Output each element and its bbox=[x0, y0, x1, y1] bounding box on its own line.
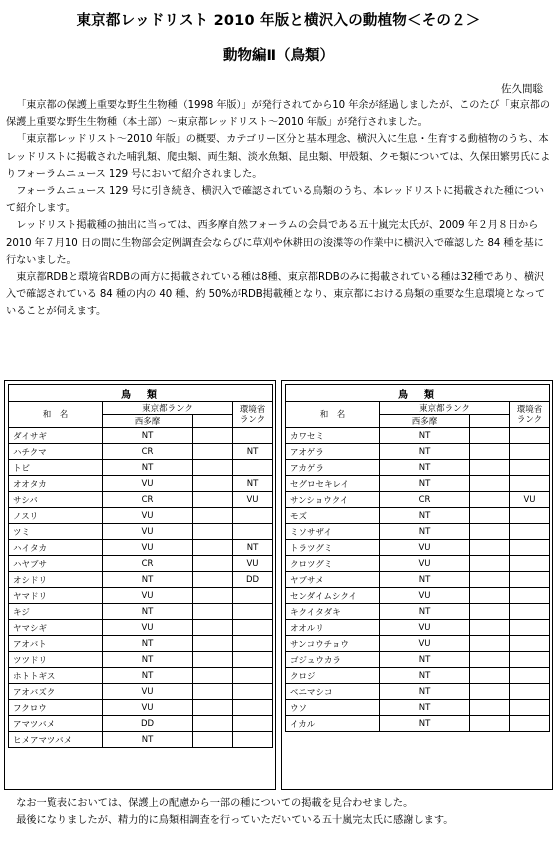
table-row bbox=[9, 476, 273, 492]
table-row bbox=[286, 716, 550, 732]
tokyo-rank-extra-cell bbox=[193, 492, 233, 508]
env-rank-cell bbox=[233, 668, 273, 684]
paragraph: 「東京都の保護上重要な野生生物種（1998 年版）」が発行されてから10 年余が経過しましたが、このたび「東京都の保護上重要な野生生物種（本土部）～東京都レッドリスト～2010 年版」が発行されました。 bbox=[6, 100, 550, 129]
tokyo-rank-cell: VU bbox=[103, 700, 193, 716]
tokyo-rank-cell: VU bbox=[380, 588, 470, 604]
tokyo-rank-cell: NT bbox=[103, 636, 193, 652]
env-rank-cell bbox=[233, 636, 273, 652]
tokyo-rank-cell: NT bbox=[380, 460, 470, 476]
table-row bbox=[9, 492, 273, 508]
species-name: サンショウクイ bbox=[286, 492, 380, 508]
species-name: キクイタダキ bbox=[286, 604, 380, 620]
species-name: アオバト bbox=[9, 636, 103, 652]
species-name: アカゲラ bbox=[286, 460, 380, 476]
species-name: オオタカ bbox=[9, 476, 103, 492]
species-name: トラツグミ bbox=[286, 540, 380, 556]
page-title: 東京都レッドリスト 2010 年版と横沢入の動植物＜その２＞ bbox=[76, 13, 481, 29]
species-name: アオゲラ bbox=[286, 444, 380, 460]
env-rank-cell: DD bbox=[233, 572, 273, 588]
species-name: セグロセキレイ bbox=[286, 476, 380, 492]
env-rank-cell bbox=[510, 460, 550, 476]
table-row bbox=[286, 684, 550, 700]
tokyo-rank-extra-cell bbox=[193, 460, 233, 476]
tokyo-rank-extra-cell bbox=[470, 716, 510, 732]
tokyo-rank-extra-cell bbox=[470, 684, 510, 700]
tokyo-rank-cell: DD bbox=[103, 716, 193, 732]
tokyo-rank-cell: NT bbox=[103, 460, 193, 476]
tokyo-rank-cell: NT bbox=[380, 428, 470, 444]
tokyo-rank-cell: NT bbox=[103, 652, 193, 668]
species-name: ヤマシギ bbox=[9, 620, 103, 636]
tokyo-rank-cell: NT bbox=[103, 668, 193, 684]
env-rank-cell bbox=[510, 716, 550, 732]
tokyo-rank-cell: VU bbox=[380, 620, 470, 636]
table-row bbox=[286, 524, 550, 540]
species-name: オオルリ bbox=[286, 620, 380, 636]
tokyo-rank-extra-cell bbox=[470, 540, 510, 556]
table-row bbox=[286, 476, 550, 492]
env-rank-cell bbox=[510, 588, 550, 604]
tokyo-rank-cell: NT bbox=[380, 684, 470, 700]
table-row bbox=[9, 716, 273, 732]
env-rank-cell bbox=[510, 652, 550, 668]
tokyo-rank-cell: CR bbox=[103, 556, 193, 572]
tokyo-rank-extra-cell bbox=[470, 588, 510, 604]
env-rank-cell: VU bbox=[233, 492, 273, 508]
species-name: サシバ bbox=[9, 492, 103, 508]
table-group-header: 鳥 類 bbox=[286, 385, 550, 402]
paragraph: 「東京都レッドリスト～2010 年版」の概要、カテゴリー区分と基本理念、横沢入に生息・生育する動植物のうち、本レッドリストに掲載された哺乳類、爬虫類、両生類、淡水魚類、昆虫類、甲殻類、クモ類については、久保田繁男氏によりフォーラムニュース 129 号において紹介されました。 bbox=[6, 134, 551, 180]
env-rank-cell bbox=[510, 604, 550, 620]
col-header-region: 西多摩 bbox=[380, 415, 470, 428]
env-rank-cell: VU bbox=[233, 556, 273, 572]
tokyo-rank-extra-cell bbox=[470, 508, 510, 524]
tokyo-rank-extra-cell bbox=[193, 524, 233, 540]
species-name: モズ bbox=[286, 508, 380, 524]
env-rank-cell bbox=[233, 716, 273, 732]
env-rank-cell bbox=[510, 428, 550, 444]
tokyo-rank-extra-cell bbox=[470, 636, 510, 652]
tokyo-rank-cell: NT bbox=[380, 700, 470, 716]
env-rank-cell bbox=[510, 620, 550, 636]
col-header-name: 和 名 bbox=[286, 402, 380, 428]
env-rank-cell bbox=[233, 620, 273, 636]
article-body bbox=[6, 97, 551, 321]
tokyo-rank-cell: NT bbox=[380, 524, 470, 540]
tokyo-rank-extra-cell bbox=[193, 620, 233, 636]
tokyo-rank-cell: VU bbox=[103, 476, 193, 492]
tokyo-rank-cell: VU bbox=[380, 636, 470, 652]
table-row bbox=[9, 620, 273, 636]
species-name: ヤブサメ bbox=[286, 572, 380, 588]
tokyo-rank-extra-cell bbox=[193, 636, 233, 652]
paragraph: 東京都RDBと環境省RDBの両方に掲載されている種は8種、東京都RDBのみに掲載されている種は32種であり、横沢入で確認されている 84 種の内の 40 種、約 50%がRDB掲載種となり、東京都における鳥類の重要な生息環境となっていることが伺えます。 bbox=[6, 272, 546, 318]
tokyo-rank-cell: VU bbox=[103, 524, 193, 540]
table-row bbox=[286, 540, 550, 556]
table-row bbox=[9, 652, 273, 668]
table-row bbox=[286, 668, 550, 684]
tokyo-rank-cell: NT bbox=[380, 476, 470, 492]
env-rank-cell: NT bbox=[233, 444, 273, 460]
table-row bbox=[9, 636, 273, 652]
species-name: ベニマシコ bbox=[286, 684, 380, 700]
tokyo-rank-extra-cell bbox=[193, 700, 233, 716]
tokyo-rank-cell: VU bbox=[103, 540, 193, 556]
species-name: ノスリ bbox=[9, 508, 103, 524]
species-name: ヤマドリ bbox=[9, 588, 103, 604]
tokyo-rank-extra-cell bbox=[193, 684, 233, 700]
tokyo-rank-extra-cell bbox=[193, 668, 233, 684]
tokyo-rank-extra-cell bbox=[193, 508, 233, 524]
env-rank-cell bbox=[233, 700, 273, 716]
tokyo-rank-extra-cell bbox=[193, 588, 233, 604]
tokyo-rank-extra-cell bbox=[470, 524, 510, 540]
species-name: ダイサギ bbox=[9, 428, 103, 444]
footer-note: 最後になりましたが、精力的に鳥類相調査を行っていただいている五十嵐完太氏に感謝します。 bbox=[16, 815, 454, 826]
table-row bbox=[9, 604, 273, 620]
species-name: ヒメアマツバメ bbox=[9, 732, 103, 748]
footer-note: なお一覧表においては、保護上の配慮から一部の種についての掲載を見合わせました。 bbox=[16, 798, 414, 809]
species-name: ハチクマ bbox=[9, 444, 103, 460]
tokyo-rank-extra-cell bbox=[470, 492, 510, 508]
col-header-name: 和 名 bbox=[9, 402, 103, 428]
tokyo-rank-extra-cell bbox=[470, 652, 510, 668]
footer-notes bbox=[6, 795, 551, 829]
species-name: ウソ bbox=[286, 700, 380, 716]
table-row bbox=[9, 508, 273, 524]
env-rank-cell bbox=[510, 572, 550, 588]
env-rank-cell bbox=[233, 524, 273, 540]
env-rank-cell: NT bbox=[233, 476, 273, 492]
paragraph: レッドリスト掲載種の抽出に当っては、西多摩自然フォーラムの会員である五十嵐完太氏が、2009 年２月８日から2010 年７月10 日の間に生物部会定例調査会ならびに草刈や休耕田の浚渫等の作業中に横沢入で確認した 84 種を基に行ないました。 bbox=[6, 220, 544, 266]
table-row bbox=[9, 700, 273, 716]
tokyo-rank-extra-cell bbox=[470, 668, 510, 684]
table-row bbox=[9, 684, 273, 700]
tokyo-rank-extra-cell bbox=[470, 476, 510, 492]
tokyo-rank-extra-cell bbox=[193, 732, 233, 748]
env-rank-cell bbox=[233, 684, 273, 700]
tokyo-rank-extra-cell bbox=[193, 652, 233, 668]
tokyo-rank-extra-cell bbox=[470, 460, 510, 476]
species-name: サンコウチョウ bbox=[286, 636, 380, 652]
tokyo-rank-cell: NT bbox=[380, 508, 470, 524]
page-subtitle: 動物編Ⅱ（鳥類） bbox=[222, 48, 335, 64]
table-row bbox=[9, 572, 273, 588]
env-rank-cell bbox=[510, 476, 550, 492]
table-row bbox=[286, 444, 550, 460]
table-body-right bbox=[286, 428, 550, 732]
species-name: ミソサザイ bbox=[286, 524, 380, 540]
col-header-tokyo-rank: 東京都ランク bbox=[103, 402, 233, 415]
col-header-env-rank: 環境省ランク bbox=[510, 402, 550, 428]
tokyo-rank-extra-cell bbox=[193, 556, 233, 572]
bird-table-right bbox=[285, 384, 550, 732]
env-rank-cell bbox=[510, 540, 550, 556]
tokyo-rank-cell: NT bbox=[103, 572, 193, 588]
tokyo-rank-extra-cell bbox=[193, 604, 233, 620]
species-name: オシドリ bbox=[9, 572, 103, 588]
table-row bbox=[9, 540, 273, 556]
env-rank-cell bbox=[233, 652, 273, 668]
tokyo-rank-extra-cell bbox=[193, 476, 233, 492]
tokyo-rank-cell: NT bbox=[103, 604, 193, 620]
table-row bbox=[286, 588, 550, 604]
table-row bbox=[9, 428, 273, 444]
author-name: 佐久間聡 bbox=[501, 83, 543, 95]
env-rank-cell bbox=[510, 636, 550, 652]
bird-table-left bbox=[8, 384, 273, 748]
tokyo-rank-cell: NT bbox=[380, 716, 470, 732]
env-rank-cell bbox=[510, 684, 550, 700]
table-row bbox=[9, 556, 273, 572]
tokyo-rank-cell: VU bbox=[103, 684, 193, 700]
tokyo-rank-extra-cell bbox=[470, 556, 510, 572]
table-body-left bbox=[9, 428, 273, 748]
tokyo-rank-cell: NT bbox=[380, 652, 470, 668]
tokyo-rank-extra-cell bbox=[470, 428, 510, 444]
species-name: クロジ bbox=[286, 668, 380, 684]
table-group-header: 鳥 類 bbox=[9, 385, 273, 402]
tokyo-rank-cell: CR bbox=[103, 492, 193, 508]
env-rank-cell bbox=[233, 460, 273, 476]
col-header-env-rank: 環境省ランク bbox=[233, 402, 273, 428]
species-name: キジ bbox=[9, 604, 103, 620]
env-rank-cell: NT bbox=[233, 540, 273, 556]
table-row bbox=[286, 556, 550, 572]
env-rank-cell bbox=[510, 700, 550, 716]
tokyo-rank-cell: NT bbox=[103, 428, 193, 444]
species-name: トビ bbox=[9, 460, 103, 476]
table-row bbox=[286, 604, 550, 620]
env-rank-cell bbox=[233, 428, 273, 444]
tokyo-rank-extra-cell bbox=[193, 540, 233, 556]
table-row bbox=[9, 588, 273, 604]
table-row bbox=[9, 732, 273, 748]
tokyo-rank-cell: VU bbox=[380, 540, 470, 556]
tokyo-rank-cell: CR bbox=[103, 444, 193, 460]
species-name: センダイムシクイ bbox=[286, 588, 380, 604]
tokyo-rank-extra-cell bbox=[470, 700, 510, 716]
table-row bbox=[9, 460, 273, 476]
table-row bbox=[286, 652, 550, 668]
col-header-blank bbox=[470, 415, 510, 428]
table-row bbox=[286, 428, 550, 444]
table-row bbox=[286, 700, 550, 716]
tokyo-rank-cell: VU bbox=[103, 620, 193, 636]
env-rank-cell bbox=[233, 732, 273, 748]
species-name: ゴジュウカラ bbox=[286, 652, 380, 668]
species-name: アオバズク bbox=[9, 684, 103, 700]
species-name: フクロウ bbox=[9, 700, 103, 716]
tokyo-rank-cell: NT bbox=[380, 604, 470, 620]
species-name: ハヤブサ bbox=[9, 556, 103, 572]
col-header-blank bbox=[193, 415, 233, 428]
tokyo-rank-cell: NT bbox=[103, 732, 193, 748]
tokyo-rank-cell: CR bbox=[380, 492, 470, 508]
env-rank-cell bbox=[233, 508, 273, 524]
table-row bbox=[9, 668, 273, 684]
env-rank-cell: VU bbox=[510, 492, 550, 508]
tokyo-rank-cell: VU bbox=[380, 556, 470, 572]
table-row bbox=[286, 460, 550, 476]
tokyo-rank-extra-cell bbox=[470, 572, 510, 588]
species-name: ツツドリ bbox=[9, 652, 103, 668]
table-row bbox=[9, 524, 273, 540]
tokyo-rank-cell: VU bbox=[103, 588, 193, 604]
env-rank-cell bbox=[233, 604, 273, 620]
tokyo-rank-cell: NT bbox=[380, 668, 470, 684]
env-rank-cell bbox=[510, 508, 550, 524]
table-row bbox=[9, 444, 273, 460]
table-row bbox=[286, 636, 550, 652]
tokyo-rank-extra-cell bbox=[193, 428, 233, 444]
species-name: カワセミ bbox=[286, 428, 380, 444]
env-rank-cell bbox=[510, 556, 550, 572]
table-row bbox=[286, 492, 550, 508]
tokyo-rank-cell: VU bbox=[103, 508, 193, 524]
tokyo-rank-extra-cell bbox=[193, 572, 233, 588]
paragraph: フォーラムニュース 129 号に引き続き、横沢入で確認されている鳥類のうち、本レッドリストに掲載された種について紹介します。 bbox=[6, 186, 544, 215]
col-header-tokyo-rank: 東京都ランク bbox=[380, 402, 510, 415]
env-rank-cell bbox=[510, 668, 550, 684]
tokyo-rank-extra-cell bbox=[193, 444, 233, 460]
table-row bbox=[286, 572, 550, 588]
species-name: アマツバメ bbox=[9, 716, 103, 732]
env-rank-cell bbox=[510, 524, 550, 540]
species-name: ハイタカ bbox=[9, 540, 103, 556]
table-row bbox=[286, 620, 550, 636]
species-name: ツミ bbox=[9, 524, 103, 540]
env-rank-cell bbox=[510, 444, 550, 460]
tokyo-rank-extra-cell bbox=[470, 604, 510, 620]
col-header-region: 西多摩 bbox=[103, 415, 193, 428]
tokyo-rank-cell: NT bbox=[380, 572, 470, 588]
tokyo-rank-extra-cell bbox=[470, 620, 510, 636]
tokyo-rank-extra-cell bbox=[470, 444, 510, 460]
table-row bbox=[286, 508, 550, 524]
tokyo-rank-extra-cell bbox=[193, 716, 233, 732]
species-name: ホトトギス bbox=[9, 668, 103, 684]
tokyo-rank-cell: NT bbox=[380, 444, 470, 460]
species-name: イカル bbox=[286, 716, 380, 732]
species-name: クロツグミ bbox=[286, 556, 380, 572]
env-rank-cell bbox=[233, 588, 273, 604]
